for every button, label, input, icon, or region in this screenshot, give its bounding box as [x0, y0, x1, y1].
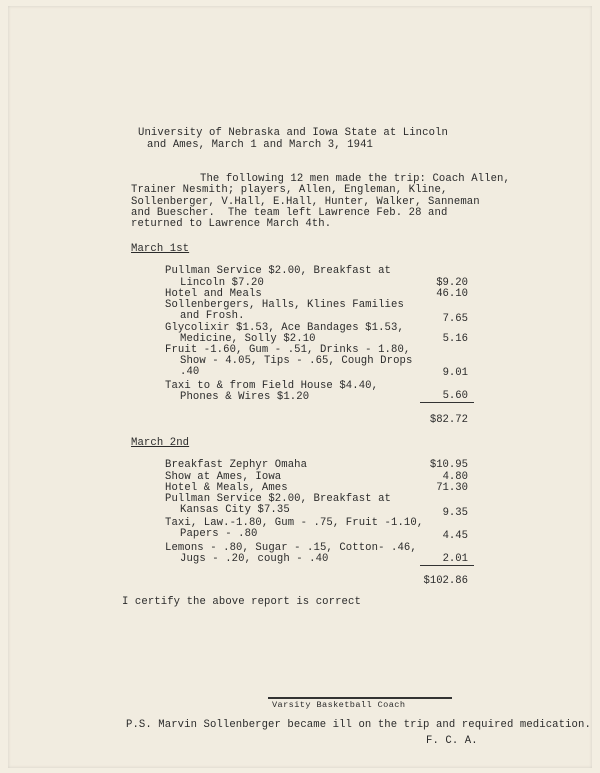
item-text: Glycolixir $1.53, Ace Bandages $1.53, [165, 322, 404, 334]
initials: F. C. A. [426, 735, 478, 747]
subtotal-rule [420, 402, 474, 403]
item-amount: 7.65 [442, 313, 468, 325]
signature-title: Varsity Basketball Coach [272, 700, 406, 710]
intro-line-5: returned to Lawrence March 4th. [131, 218, 332, 230]
item-amount: 46.10 [436, 288, 468, 300]
item-text: Pullman Service $2.00, Breakfast at [165, 493, 392, 505]
intro-line-2: Trainer Nesmith; players, Allen, Engleman, Kline, [131, 184, 448, 196]
item-text: Sollenbergers, Halls, Klines Families [165, 299, 404, 311]
title-line-2: and Ames, March 1 and March 3, 1941 [147, 139, 374, 151]
certification-statement: I certify the above report is correct [122, 596, 361, 608]
item-text: Lincoln $7.20 [180, 277, 264, 289]
item-text: .40 [180, 366, 200, 378]
item-text: and Frosh. [180, 310, 245, 322]
item-text: Breakfast Zephyr Omaha [165, 459, 308, 471]
intro-line-1: The following 12 men made the trip: Coach Allen, [200, 173, 510, 185]
section-heading-march-2: March 2nd [131, 437, 190, 449]
item-text: Show - 4.05, Tips - .65, Cough Drops [180, 355, 413, 367]
intro-line-3: Sollenberger, V.Hall, E.Hall, Hunter, Walker, Sanneman [131, 196, 480, 208]
item-text: Show at Ames, Iowa [165, 471, 282, 483]
item-amount: 71.30 [436, 482, 468, 494]
item-text: Lemons - .80, Sugar - .15, Cotton- .46, [165, 542, 417, 554]
item-amount: 5.60 [442, 390, 468, 402]
item-amount: $9.20 [436, 277, 468, 289]
section-1-total: $82.72 [429, 414, 468, 426]
item-text: Taxi to & from Field House $4.40, [165, 380, 379, 392]
item-text: Pullman Service $2.00, Breakfast at [165, 265, 392, 277]
section-2-total: $102.86 [423, 575, 468, 587]
signature-line [268, 697, 452, 699]
item-amount: 9.35 [442, 507, 468, 519]
item-text: Medicine, Solly $2.10 [180, 333, 316, 345]
item-text: Jugs - .20, cough - .40 [180, 553, 329, 565]
item-text: Hotel and Meals [165, 288, 262, 300]
title-line-1: University of Nebraska and Iowa State at Lincoln [138, 127, 448, 139]
item-text: Phones & Wires $1.20 [180, 391, 310, 403]
intro-line-4: and Buescher. The team left Lawrence Feb. 28 and [131, 207, 448, 219]
item-amount: 2.01 [442, 553, 468, 565]
item-amount: 4.80 [442, 471, 468, 483]
item-text: Papers - .80 [180, 528, 258, 540]
item-text: Fruit -1.60, Gum - .51, Drinks - 1.80, [165, 344, 411, 356]
item-text: Hotel & Meals, Ames [165, 482, 288, 494]
section-heading-march-1: March 1st [131, 243, 190, 255]
item-amount: $10.95 [429, 459, 468, 471]
item-text: Kansas City $7.35 [180, 504, 290, 516]
item-text: Taxi, Law.-1.80, Gum - .75, Fruit -1.10, [165, 517, 424, 529]
item-amount: 4.45 [442, 530, 468, 542]
subtotal-rule [420, 565, 474, 566]
item-amount: 5.16 [442, 333, 468, 345]
postscript: P.S. Marvin Sollenberger became ill on the trip and required medication. [126, 719, 591, 731]
item-amount: 9.01 [442, 367, 468, 379]
